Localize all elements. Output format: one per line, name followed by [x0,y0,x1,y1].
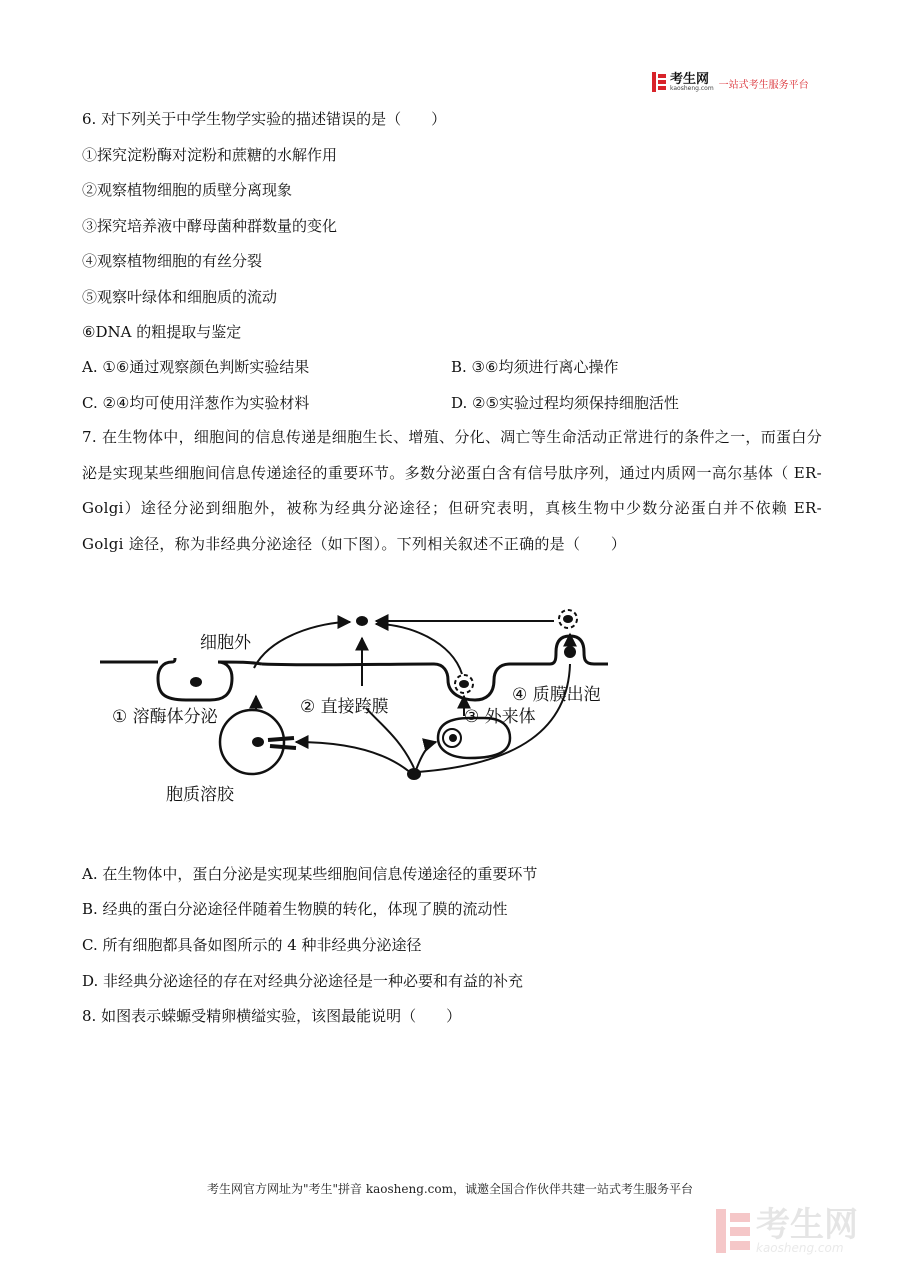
logo-icon [652,72,666,92]
label-exosome: ③ 外来体 [464,707,536,727]
q7-secretion-diagram [100,578,620,808]
q7-stem: 7. 在生物体中，细胞间的信息传递是细胞生长、增殖、分化、凋亡等生命活动正常进行的条件之一，而蛋白分泌是实现某些细胞间信息传递途径的重要环节。多数分泌蛋白含有信号肽序列，通过内质网一高尔基体（ ER-Golgi）途径分泌到细胞外，被称为经典分泌途径；但研究表明，真核生物中少数分泌蛋白并不依赖 ER-Golgi 途径，称为非经典分泌途径（如下图）。下列相关叙述不正确的是（ ） [82,428,822,553]
q6-option-b: B. ③⑥均须进行离心操作 [451,358,619,376]
footer-text: 考生网官方网址为"考生"拼音 kaosheng.com，诚邀全国合作伙伴共建一站式考生服务平台 [206,1182,694,1196]
q6-option-c: C. ②④均可使用洋葱作为实验材料 [82,394,310,412]
q7-option-a: A. 在生物体中，蛋白分泌是实现某些细胞间信息传递途径的重要环节 [82,865,538,883]
q6-item-2: ②观察植物细胞的质壁分离现象 [82,181,293,199]
label-direct: ② 直接跨膜 [300,697,389,717]
cytosolic-protein [407,768,421,780]
q6-item-6: ⑥DNA 的粗提取与鉴定 [82,323,242,341]
watermark [716,1205,858,1255]
secreted-protein-top [356,616,368,626]
q6-item-1: ①探究淀粉酶对淀粉和蔗糖的水解作用 [82,146,338,164]
q6-item-5: ⑤观察叶绿体和细胞质的流动 [82,288,278,306]
logo-url: kaosheng.com [670,84,714,92]
q7-option-d: D. 非经典分泌途径的存在对经典分泌途径是一种必要和有益的补充 [82,972,524,990]
q8-stem: 8. 如图表示蝾螈受精卵横缢实验，该图最能说明（ ） [82,1007,462,1025]
q6-option-d: D. ②⑤实验过程均须保持细胞活性 [451,394,679,412]
q6-option-a: A. ①⑥通过观察颜色判断实验结果 [82,358,310,376]
logo-name: 考生网 [670,71,710,87]
q6-stem: 6. 对下列关于中学生物学实验的描述错误的是（ ） [82,110,447,128]
q7-option-b: B. 经典的蛋白分泌途径伴随着生物膜的转化，体现了膜的流动性 [82,900,508,918]
label-bleb: ④ 质膜出泡 [512,685,601,705]
watermark-url: kaosheng.com [756,1241,844,1255]
header-logo [652,72,809,92]
q7-option-c: C. 所有细胞都具备如图所示的 4 种非经典分泌途径 [82,936,422,954]
membrane-bleb [510,636,608,664]
q6-item-3: ③探究培养液中酵母菌种群数量的变化 [82,217,338,235]
label-outside: 细胞外 [200,633,251,653]
membrane-pit-2 [434,664,510,700]
label-cytosol: 胞质溶胶 [166,785,234,805]
logo-slogan: 一站式考生服务平台 [718,80,809,91]
label-lysosome: ① 溶酶体分泌 [112,707,218,727]
q6-item-4: ④观察植物细胞的有丝分裂 [82,252,263,270]
watermark-logo-icon [716,1209,750,1253]
watermark-name: 考生网 [756,1205,858,1245]
